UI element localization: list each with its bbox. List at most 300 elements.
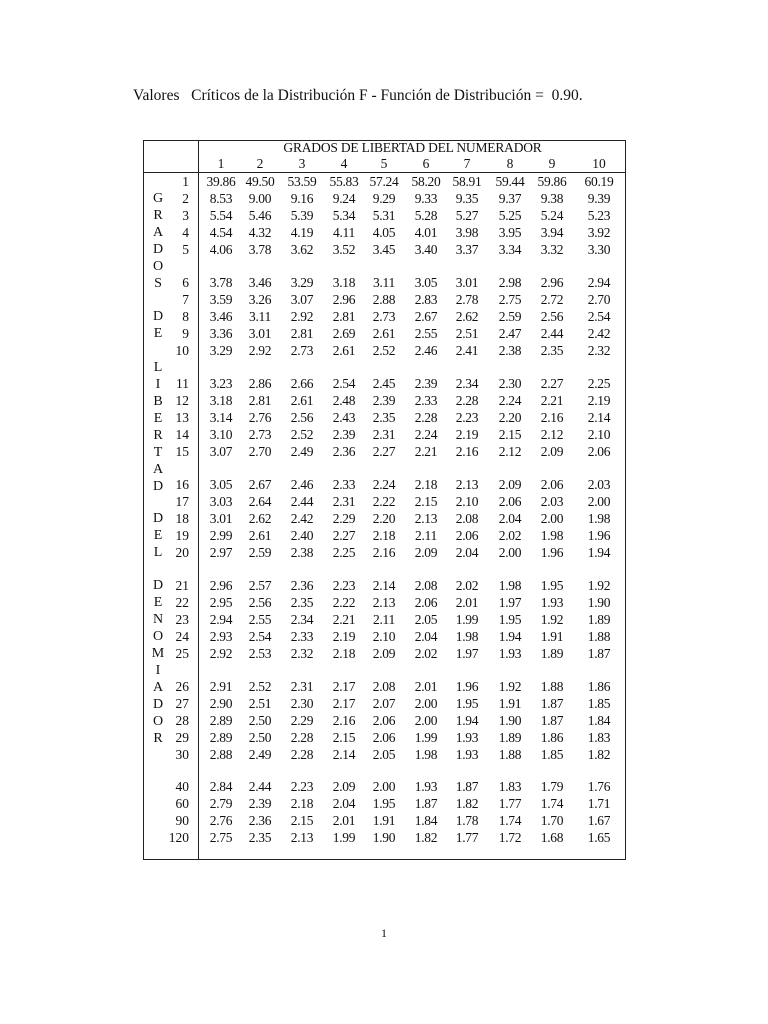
critical-value-cell: 1.95: [455, 696, 479, 711]
critical-value-cell: 2.67: [248, 477, 272, 492]
column-header: 4: [340, 156, 348, 171]
critical-value-cell: 2.75: [498, 292, 522, 307]
denominator-df-cell: 29: [175, 730, 189, 745]
critical-value-cell: 1.83: [498, 779, 522, 794]
critical-value-cell: 2.42: [587, 326, 611, 341]
critical-value-cell: 3.07: [290, 292, 314, 307]
critical-value-cell: 3.45: [372, 242, 396, 257]
denominator-df-cell: 18: [175, 511, 189, 526]
critical-value-cell: 2.96: [540, 275, 564, 290]
critical-value-cell: 2.96: [332, 292, 356, 307]
critical-value-cell: 2.56: [290, 410, 314, 425]
critical-value-cell: 2.56: [540, 309, 564, 324]
critical-value-cell: 2.93: [209, 629, 233, 644]
table-row: [0, 713, 768, 729]
denominator-df-cell: 40: [175, 779, 189, 794]
critical-value-cell: 1.87: [540, 713, 564, 728]
stub-letter: R: [153, 428, 163, 443]
critical-value-cell: 2.05: [414, 612, 438, 627]
critical-value-cell: 2.03: [587, 477, 611, 492]
critical-value-cell: 1.91: [498, 696, 522, 711]
critical-value-cell: 2.88: [372, 292, 396, 307]
critical-value-cell: 1.84: [587, 713, 611, 728]
critical-value-cell: 2.21: [414, 444, 438, 459]
stub-letter: R: [153, 731, 163, 746]
table-row: [0, 477, 768, 493]
critical-value-cell: 3.30: [587, 242, 611, 257]
critical-value-cell: 1.65: [587, 830, 611, 845]
critical-value-cell: 2.94: [587, 275, 611, 290]
critical-value-cell: 2.51: [248, 696, 272, 711]
critical-value-cell: 2.04: [414, 629, 438, 644]
critical-value-cell: 1.84: [414, 813, 438, 828]
table-row: [0, 343, 768, 359]
critical-value-cell: 1.93: [498, 646, 522, 661]
critical-value-cell: 2.40: [290, 528, 314, 543]
critical-value-cell: 2.46: [290, 477, 314, 492]
critical-value-cell: 2.02: [414, 646, 438, 661]
column-header: 2: [256, 156, 264, 171]
stub-letter: E: [153, 595, 163, 610]
critical-value-cell: 2.15: [498, 427, 522, 442]
critical-value-cell: 2.06: [587, 444, 611, 459]
critical-value-cell: 2.15: [332, 730, 356, 745]
denominator-df-cell: 27: [175, 696, 189, 711]
stub-letter: A: [152, 680, 164, 695]
critical-value-cell: 2.53: [248, 646, 272, 661]
critical-value-cell: 2.69: [332, 326, 356, 341]
critical-value-cell: 2.61: [372, 326, 396, 341]
critical-value-cell: 2.32: [290, 646, 314, 661]
critical-value-cell: 5.39: [290, 208, 314, 223]
column-header: 10: [592, 156, 606, 171]
stub-letter: G: [152, 191, 164, 206]
critical-value-cell: 2.08: [372, 679, 396, 694]
critical-value-cell: 1.77: [455, 830, 479, 845]
critical-value-cell: 3.29: [290, 275, 314, 290]
critical-value-cell: 1.93: [455, 730, 479, 745]
table-row: [0, 410, 768, 426]
critical-value-cell: 2.38: [290, 545, 314, 560]
critical-value-cell: 2.14: [332, 747, 356, 762]
critical-value-cell: 2.34: [455, 376, 479, 391]
critical-value-cell: 53.59: [287, 174, 317, 189]
denominator-df-cell: 19: [175, 528, 189, 543]
critical-value-cell: 1.91: [372, 813, 396, 828]
table-row: [0, 578, 768, 594]
critical-value-cell: 5.28: [414, 208, 438, 223]
table-row: [0, 326, 768, 342]
critical-value-cell: 9.24: [332, 191, 356, 206]
critical-value-cell: 60.19: [584, 174, 614, 189]
critical-value-cell: 1.97: [498, 595, 522, 610]
critical-value-cell: 1.95: [540, 578, 564, 593]
critical-value-cell: 2.04: [498, 511, 522, 526]
critical-value-cell: 9.39: [587, 191, 611, 206]
critical-value-cell: 2.06: [498, 494, 522, 509]
critical-value-cell: 2.15: [414, 494, 438, 509]
critical-value-cell: 2.52: [372, 343, 396, 358]
critical-value-cell: 1.98: [587, 511, 611, 526]
critical-value-cell: 2.06: [414, 595, 438, 610]
critical-value-cell: 1.85: [587, 696, 611, 711]
critical-value-cell: 1.78: [455, 813, 479, 828]
critical-value-cell: 2.54: [332, 376, 356, 391]
critical-value-cell: 2.90: [209, 696, 233, 711]
column-header: 1: [217, 156, 225, 171]
critical-value-cell: 59.44: [495, 174, 525, 189]
critical-value-cell: 4.11: [333, 225, 355, 240]
critical-value-cell: 2.06: [372, 730, 396, 745]
critical-value-cell: 2.73: [248, 427, 272, 442]
critical-value-cell: 49.50: [245, 174, 275, 189]
critical-value-cell: 3.32: [540, 242, 564, 257]
critical-value-cell: 2.48: [332, 393, 356, 408]
critical-value-cell: 1.90: [372, 830, 396, 845]
critical-value-cell: 1.98: [498, 578, 522, 593]
critical-value-cell: 2.00: [414, 696, 438, 711]
critical-value-cell: 2.13: [455, 477, 479, 492]
critical-value-cell: 4.54: [209, 225, 233, 240]
denominator-df-cell: 16: [175, 477, 189, 492]
critical-value-cell: 2.08: [414, 578, 438, 593]
document-title: Valores Críticos de la Distribución F - Función de Distribución = 0.90.: [133, 87, 583, 104]
critical-value-cell: 1.98: [414, 747, 438, 762]
stub-letter: I: [155, 663, 161, 678]
critical-value-cell: 2.10: [587, 427, 611, 442]
critical-value-cell: 2.62: [248, 511, 272, 526]
column-headers: [0, 156, 768, 172]
critical-value-cell: 2.10: [455, 494, 479, 509]
denominator-df-cell: 23: [175, 612, 189, 627]
critical-value-cell: 2.10: [372, 629, 396, 644]
stub-letter: D: [152, 242, 164, 257]
denominator-df-cell: 3: [182, 208, 189, 223]
critical-value-cell: 39.86: [206, 174, 236, 189]
critical-value-cell: 2.29: [332, 511, 356, 526]
critical-value-cell: 3.03: [209, 494, 233, 509]
critical-value-cell: 1.93: [414, 779, 438, 794]
critical-value-cell: 2.01: [455, 595, 479, 610]
critical-value-cell: 2.61: [332, 343, 356, 358]
critical-value-cell: 2.99: [209, 528, 233, 543]
critical-value-cell: 8.53: [209, 191, 233, 206]
critical-value-cell: 3.05: [209, 477, 233, 492]
table-row: [0, 208, 768, 224]
critical-value-cell: 2.25: [587, 376, 611, 391]
critical-value-cell: 1.72: [498, 830, 522, 845]
critical-value-cell: 3.14: [209, 410, 233, 425]
stub-letter: O: [152, 714, 164, 729]
critical-value-cell: 1.88: [498, 747, 522, 762]
critical-value-cell: 2.79: [209, 796, 233, 811]
critical-value-cell: 1.94: [498, 629, 522, 644]
critical-value-cell: 2.09: [498, 477, 522, 492]
critical-value-cell: 2.41: [455, 343, 479, 358]
critical-value-cell: 2.94: [209, 612, 233, 627]
critical-value-cell: 2.81: [248, 393, 272, 408]
table-row: [0, 376, 768, 392]
table-row: [0, 275, 768, 291]
critical-value-cell: 3.18: [209, 393, 233, 408]
critical-value-cell: 2.04: [332, 796, 356, 811]
critical-value-cell: 1.87: [414, 796, 438, 811]
critical-value-cell: 9.00: [248, 191, 272, 206]
critical-value-cell: 2.03: [540, 494, 564, 509]
critical-value-cell: 2.43: [332, 410, 356, 425]
critical-value-cell: 2.39: [414, 376, 438, 391]
critical-value-cell: 2.06: [372, 713, 396, 728]
critical-value-cell: 3.78: [209, 275, 233, 290]
critical-value-cell: 3.01: [455, 275, 479, 290]
critical-value-cell: 2.38: [498, 343, 522, 358]
critical-value-cell: 2.92: [290, 309, 314, 324]
critical-value-cell: 9.37: [498, 191, 522, 206]
critical-value-cell: 2.27: [372, 444, 396, 459]
critical-value-cell: 2.92: [248, 343, 272, 358]
critical-value-cell: 2.54: [587, 309, 611, 324]
critical-value-cell: 2.14: [372, 578, 396, 593]
denominator-df-cell: 17: [175, 494, 189, 509]
table-row: [0, 679, 768, 695]
critical-value-cell: 2.12: [540, 427, 564, 442]
critical-value-cell: 2.09: [414, 545, 438, 560]
critical-value-cell: 1.85: [540, 747, 564, 762]
critical-value-cell: 55.83: [329, 174, 359, 189]
denominator-df-cell: 13: [175, 410, 189, 425]
critical-value-cell: 2.05: [372, 747, 396, 762]
critical-value-cell: 3.52: [332, 242, 356, 257]
table-row: [0, 242, 768, 258]
critical-value-cell: 1.79: [540, 779, 564, 794]
column-header: 5: [380, 156, 388, 171]
page-number: 1: [381, 926, 387, 940]
critical-value-cell: 4.05: [372, 225, 396, 240]
stub-letter: R: [153, 208, 163, 223]
critical-value-cell: 2.33: [332, 477, 356, 492]
critical-value-cell: 2.16: [372, 545, 396, 560]
denominator-df-cell: 15: [175, 444, 189, 459]
critical-value-cell: 9.35: [455, 191, 479, 206]
critical-value-cell: 2.72: [540, 292, 564, 307]
stub-letter: D: [152, 309, 164, 324]
critical-value-cell: 2.00: [414, 713, 438, 728]
critical-value-cell: 2.20: [372, 511, 396, 526]
critical-value-cell: 5.34: [332, 208, 356, 223]
critical-value-cell: 2.18: [372, 528, 396, 543]
critical-value-cell: 1.95: [372, 796, 396, 811]
critical-value-cell: 2.09: [540, 444, 564, 459]
critical-value-cell: 2.44: [540, 326, 564, 341]
critical-value-cell: 2.73: [372, 309, 396, 324]
critical-value-cell: 4.32: [248, 225, 272, 240]
critical-value-cell: 2.33: [290, 629, 314, 644]
critical-value-cell: 2.39: [248, 796, 272, 811]
denominator-df-cell: 11: [176, 376, 189, 391]
table-row: [0, 747, 768, 763]
critical-value-cell: 1.82: [587, 747, 611, 762]
critical-value-cell: 2.91: [209, 679, 233, 694]
stub-letter: E: [153, 528, 163, 543]
denominator-df-cell: 28: [175, 713, 189, 728]
critical-value-cell: 1.96: [455, 679, 479, 694]
critical-value-cell: 2.61: [290, 393, 314, 408]
critical-value-cell: 2.25: [332, 545, 356, 560]
critical-value-cell: 2.59: [498, 309, 522, 324]
critical-value-cell: 2.57: [248, 578, 272, 593]
critical-value-cell: 2.81: [290, 326, 314, 341]
critical-value-cell: 3.18: [332, 275, 356, 290]
critical-value-cell: 58.91: [452, 174, 482, 189]
stub-letter: I: [155, 377, 161, 392]
table-row: [0, 309, 768, 325]
critical-value-cell: 1.89: [498, 730, 522, 745]
critical-value-cell: 2.16: [332, 713, 356, 728]
stub-letter: O: [152, 259, 164, 274]
critical-value-cell: 2.95: [209, 595, 233, 610]
critical-value-cell: 2.39: [372, 393, 396, 408]
critical-value-cell: 2.86: [248, 376, 272, 391]
critical-value-cell: 2.22: [332, 595, 356, 610]
stub-letter: M: [151, 646, 165, 661]
critical-value-cell: 9.29: [372, 191, 396, 206]
critical-value-cell: 2.00: [587, 494, 611, 509]
critical-value-cell: 2.33: [414, 393, 438, 408]
denominator-df-cell: 14: [175, 427, 189, 442]
critical-value-cell: 2.09: [332, 779, 356, 794]
critical-value-cell: 3.92: [587, 225, 611, 240]
denominator-df-cell: 4: [182, 225, 189, 240]
critical-value-cell: 3.01: [209, 511, 233, 526]
critical-value-cell: 2.28: [414, 410, 438, 425]
denominator-df-cell: 60: [175, 796, 189, 811]
denominator-df-cell: 24: [175, 629, 189, 644]
critical-value-cell: 3.46: [248, 275, 272, 290]
critical-value-cell: 3.37: [455, 242, 479, 257]
critical-value-cell: 5.24: [540, 208, 564, 223]
critical-value-cell: 2.36: [332, 444, 356, 459]
critical-value-cell: 1.82: [455, 796, 479, 811]
critical-value-cell: 2.55: [248, 612, 272, 627]
stub-letter: B: [153, 394, 163, 409]
critical-value-cell: 2.18: [332, 646, 356, 661]
critical-value-cell: 1.70: [540, 813, 564, 828]
critical-value-cell: 2.13: [372, 595, 396, 610]
denominator-df-cell: 26: [175, 679, 189, 694]
critical-value-cell: 3.62: [290, 242, 314, 257]
stub-letter: D: [152, 697, 164, 712]
critical-value-cell: 2.35: [290, 595, 314, 610]
critical-value-cell: 2.19: [587, 393, 611, 408]
table-row: [0, 696, 768, 712]
critical-value-cell: 5.27: [455, 208, 479, 223]
column-header: 7: [463, 156, 471, 171]
critical-value-cell: 2.30: [290, 696, 314, 711]
critical-value-cell: 2.78: [455, 292, 479, 307]
critical-value-cell: 2.55: [414, 326, 438, 341]
table-row: [0, 528, 768, 544]
critical-value-cell: 2.28: [290, 730, 314, 745]
critical-value-cell: 2.22: [372, 494, 396, 509]
denominator-df-cell: 10: [175, 343, 189, 358]
column-header: 6: [422, 156, 430, 171]
critical-value-cell: 1.88: [540, 679, 564, 694]
denominator-df-cell: 25: [175, 646, 189, 661]
critical-value-cell: 3.07: [209, 444, 233, 459]
table-row: [0, 830, 768, 846]
critical-value-cell: 2.88: [209, 747, 233, 762]
denominator-df-cell: 12: [175, 393, 189, 408]
critical-value-cell: 2.00: [372, 779, 396, 794]
critical-value-cell: 2.28: [455, 393, 479, 408]
critical-value-cell: 2.13: [290, 830, 314, 845]
critical-value-cell: 1.71: [587, 796, 611, 811]
table-row: [0, 292, 768, 308]
critical-value-cell: 2.29: [290, 713, 314, 728]
table-row: [0, 779, 768, 795]
critical-value-cell: 1.93: [540, 595, 564, 610]
critical-value-cell: 2.17: [332, 696, 356, 711]
critical-value-cell: 5.54: [209, 208, 233, 223]
critical-value-cell: 1.77: [498, 796, 522, 811]
critical-value-cell: 2.66: [290, 376, 314, 391]
critical-value-cell: 1.91: [540, 629, 564, 644]
table-row: [0, 629, 768, 645]
critical-value-cell: 2.62: [455, 309, 479, 324]
critical-value-cell: 2.89: [209, 730, 233, 745]
critical-value-cell: 3.01: [248, 326, 272, 341]
critical-value-cell: 2.73: [290, 343, 314, 358]
critical-value-cell: 3.34: [498, 242, 522, 257]
critical-value-cell: 3.10: [209, 427, 233, 442]
critical-value-cell: 2.02: [455, 578, 479, 593]
critical-value-cell: 59.86: [537, 174, 567, 189]
critical-value-cell: 3.46: [209, 309, 233, 324]
critical-value-cell: 2.11: [415, 528, 437, 543]
critical-value-cell: 1.68: [540, 830, 564, 845]
critical-value-cell: 2.31: [332, 494, 356, 509]
stub-letter: S: [154, 276, 162, 291]
critical-value-cell: 3.95: [498, 225, 522, 240]
critical-value-cell: 1.83: [587, 730, 611, 745]
critical-value-cell: 2.06: [455, 528, 479, 543]
critical-value-cell: 1.74: [540, 796, 564, 811]
critical-value-cell: 2.13: [414, 511, 438, 526]
critical-value-cell: 1.94: [455, 713, 479, 728]
critical-value-cell: 2.35: [248, 830, 272, 845]
table-row: [0, 511, 768, 527]
critical-value-cell: 1.87: [455, 779, 479, 794]
table-row: [0, 494, 768, 510]
table-row: [0, 796, 768, 812]
critical-value-cell: 3.94: [540, 225, 564, 240]
critical-value-cell: 9.16: [290, 191, 314, 206]
critical-value-cell: 1.76: [587, 779, 611, 794]
critical-value-cell: 3.98: [455, 225, 479, 240]
critical-value-cell: 3.40: [414, 242, 438, 257]
critical-value-cell: 2.96: [209, 578, 233, 593]
denominator-df-cell: 30: [175, 747, 189, 762]
critical-value-cell: 2.49: [248, 747, 272, 762]
denominator-df-cell: 7: [182, 292, 189, 307]
stub-letter: E: [153, 411, 163, 426]
critical-value-cell: 2.00: [498, 545, 522, 560]
critical-value-cell: 9.38: [540, 191, 564, 206]
critical-value-cell: 58.20: [411, 174, 441, 189]
critical-value-cell: 4.06: [209, 242, 233, 257]
critical-value-cell: 5.31: [372, 208, 396, 223]
critical-value-cell: 2.46: [414, 343, 438, 358]
